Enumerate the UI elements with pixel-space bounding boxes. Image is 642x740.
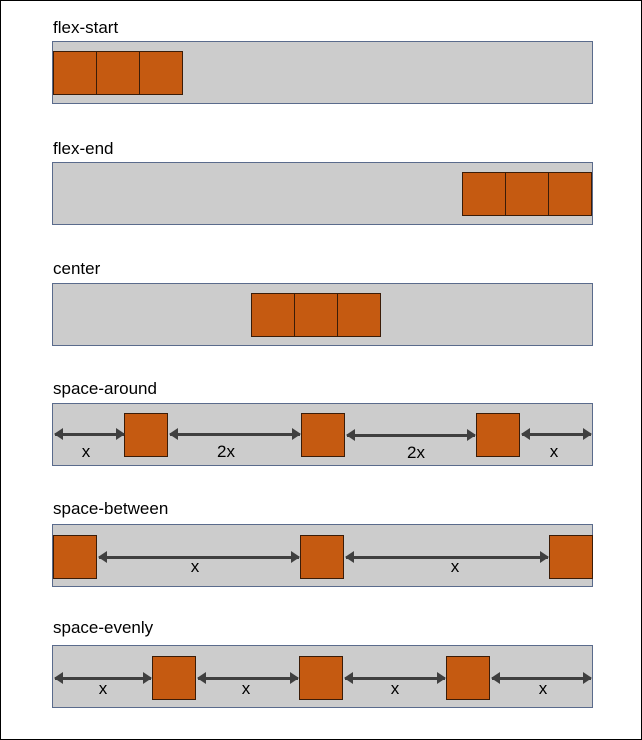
flex-item	[96, 51, 140, 95]
gap-arrow	[522, 433, 591, 436]
gap-label: x	[549, 442, 559, 461]
flex-container-space-around	[52, 403, 593, 466]
flex-item	[446, 656, 490, 700]
flex-item	[549, 535, 593, 579]
flex-item	[301, 413, 345, 457]
flex-item	[53, 535, 97, 579]
flex-container-flex-end	[52, 162, 593, 225]
section-label-flex-start: flex-start	[53, 18, 119, 37]
flex-container-space-between	[52, 524, 593, 587]
flex-item	[548, 172, 592, 216]
section-label-space-around: space-around	[53, 379, 157, 398]
flex-item	[476, 413, 520, 457]
gap-arrow	[55, 433, 124, 436]
flex-item	[462, 172, 506, 216]
flex-container-center	[52, 283, 593, 346]
section-label-space-between: space-between	[53, 499, 169, 518]
flex-container-space-evenly	[52, 645, 593, 708]
section-label-space-evenly: space-evenly	[53, 618, 154, 637]
gap-label: x	[450, 557, 460, 576]
flex-item	[505, 172, 549, 216]
gap-label: x	[98, 679, 108, 698]
flex-item	[251, 293, 295, 337]
gap-label: x	[390, 679, 400, 698]
gap-label: x	[190, 557, 200, 576]
flex-item	[299, 656, 343, 700]
gap-arrow	[170, 433, 300, 436]
gap-label: x	[241, 679, 251, 698]
gap-label: 2x	[407, 443, 425, 462]
flex-item	[139, 51, 183, 95]
flex-item	[124, 413, 168, 457]
flex-item	[337, 293, 381, 337]
flex-item	[53, 51, 97, 95]
gap-label: x	[538, 679, 548, 698]
section-label-center: center	[53, 259, 101, 278]
flex-container-flex-start	[52, 41, 593, 104]
section-label-flex-end: flex-end	[53, 139, 114, 158]
gap-label: x	[81, 442, 91, 461]
gap-arrow	[347, 434, 475, 437]
flex-item	[294, 293, 338, 337]
gap-label: 2x	[217, 442, 235, 461]
flex-item	[152, 656, 196, 700]
flex-item	[300, 535, 344, 579]
